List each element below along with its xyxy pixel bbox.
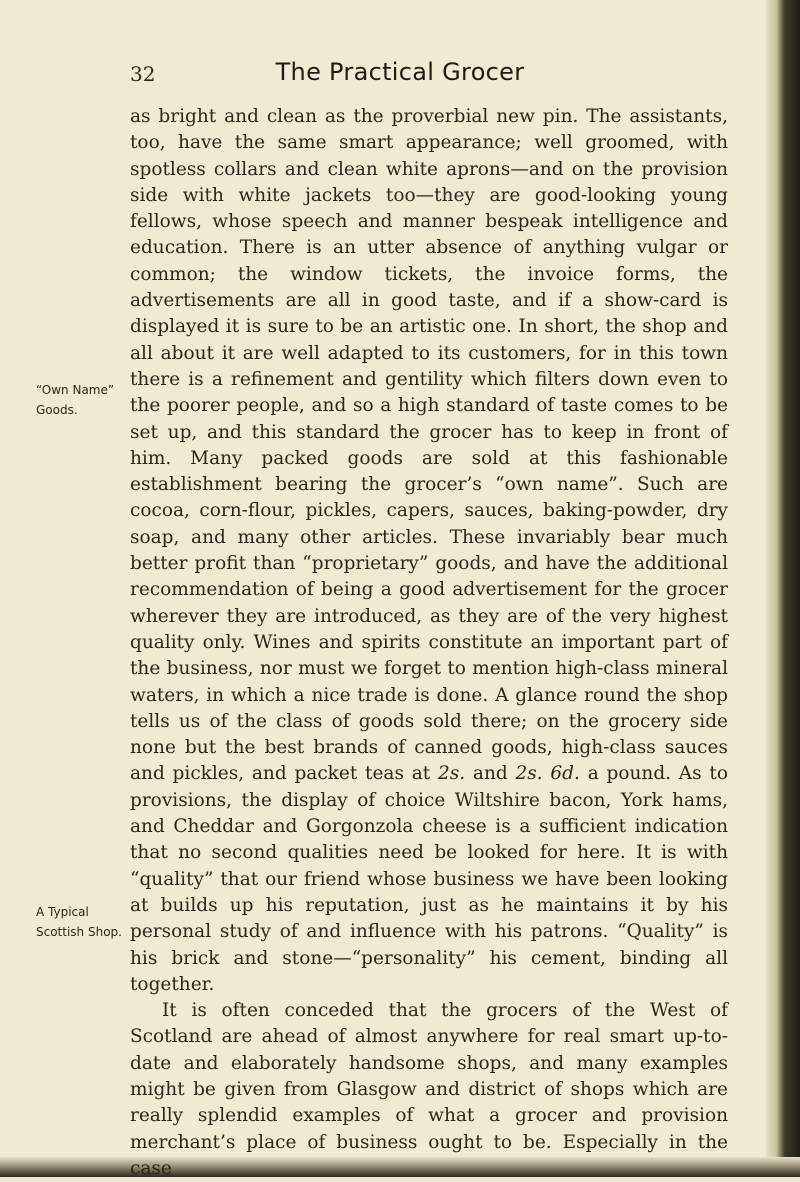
paragraph: It is often conceded that the grocers of the West of Scotland are ahead of almost anywhere for real smart up-to-date and elaborately handsome shops, and many examples might be given from Glasgow and district of shops which are really splendid examples of what a grocer and provision merchant’s place of business ought to be. Especially in the case bbox=[130, 1000, 728, 1179]
paragraph-text: and bbox=[472, 763, 508, 785]
page-number: 32 bbox=[130, 62, 156, 86]
margin-note-line: Scottish Shop. bbox=[36, 925, 122, 939]
running-title: The Practical Grocer bbox=[275, 58, 525, 86]
paragraph-text: a pound. As to provisions, the display of choice Wiltshire bacon, York hams, and Cheddar and Gorgonzola cheese is a sufficient indication that no second qualities need be looked for here. It is with “quality” that our friend whose business we have been looking at builds up his reputation, just as he maintains it by his personal study of and influence with his patrons. “Quality” is his brick and stone—“personality” his cement, binding all together. bbox=[130, 763, 729, 995]
page-edge-shadow bbox=[766, 0, 800, 1177]
body-text bbox=[130, 104, 728, 1182]
price-text: 2s. bbox=[437, 763, 466, 785]
margin-note-line: “Own Name” bbox=[36, 383, 115, 397]
margin-note-line: Goods. bbox=[36, 403, 78, 417]
margin-note-line: A Typical bbox=[36, 905, 89, 919]
paragraph-text: as bright and clean as the proverbial new pin. The assistants, too, have the same smart appearance; well groomed, with spotless collars and clean white aprons—and on the provision side with white jackets too—they are good-looking young fellows, whose speech and manner bespeak intelligence and education. There is an utter absence of anything vulgar or common; the window tickets, the invoice forms, the advertisements are all in good taste, and if a show-card is displayed it is sure to be an artistic one. In short, the shop and all about it are well adapted to its customers, for in this town there is a refinement and gentility which filters down even to the poorer people, and so a high standard of taste comes to be set up, and this standard the grocer has to keep in front of him. Many packed goods are sold at this fashionable establishment bearing the grocer’s “own name”. Such are cocoa, corn-flour, pickles, capers, sauces, baking-powder, dry soap, and many other articles. These invariably bear much better profit than “proprietary” goods, and have the additional recommendation of being a good advertisement for the grocer wherever they are introduced, as they are of the very highest quality only. Wines and spirits constitute an important part of the business, nor must we forget to mention high-class mineral waters, in which a nice trade is done. A glance round the shop tells us of the class of goods sold there; on the grocery side none but the best brands of canned goods, high-class sauces and pickles, and packet teas at bbox=[130, 106, 728, 785]
margin-note-typical-shop bbox=[36, 902, 126, 942]
paragraph bbox=[130, 104, 728, 998]
price-text: 2s. 6d. bbox=[515, 763, 580, 785]
margin-note-own-name bbox=[36, 380, 126, 420]
